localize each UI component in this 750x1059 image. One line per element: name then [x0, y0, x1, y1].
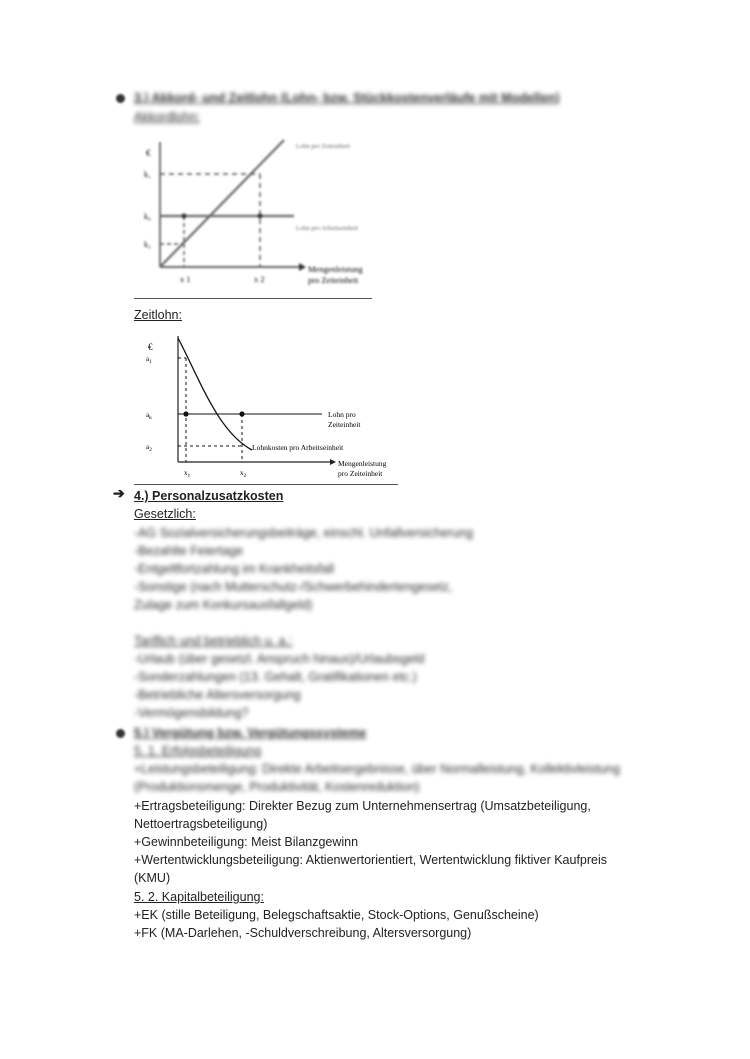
zeitlohn-ytick-top: $a_1$ [146, 355, 152, 365]
section-verguetung-title: 5.) Vergütung bzw. Vergütungssysteme [134, 726, 367, 740]
section-akkord-label: Akkordlohn: [134, 110, 201, 124]
bullet-icon [116, 94, 125, 103]
list-item: -Urlaub (über gesetzl. Anspruch hinaus)/Urlaubsgeld [134, 652, 425, 666]
zeitlohn-ytick-bottom: $a_2$ [146, 443, 152, 453]
gewinn-line: +Gewinnbeteiligung: Meist Bilanzgewinn [134, 835, 359, 849]
fk-line: +FK (MA-Darlehen, -Schuldverschreibung, Altersversorgung) [134, 926, 472, 940]
akkord-ytick-3: k₂ [144, 240, 151, 249]
akkord-xlabel-1: Mengenleistung [308, 264, 363, 274]
akkord-line-label-bottom: Lohn pro Arbeitseinheit [296, 225, 359, 232]
divider [134, 484, 398, 485]
bullet-icon [116, 729, 125, 738]
akkord-y-symbol: € [146, 148, 151, 158]
akkord-xtick-2: x 2 [254, 274, 265, 284]
zeitlohn-xtick-1: $x_1$ [184, 469, 191, 479]
list-item: -Betriebliche Altersversorgung [134, 688, 301, 702]
sub2-label: 5. 2. Kapitalbeteiligung: [134, 890, 264, 904]
zeitlohn-label-lohn-2: Zeiteinheit [328, 420, 361, 429]
sub1-line-2: (Produktionsmenge, Produktivität, Kostenreduktion) [134, 780, 420, 794]
tariflich-label: Tariflich und betrieblich u. a.: [134, 634, 293, 648]
zeitlohn-ytick-mid: $a_k$ [146, 411, 152, 421]
akkord-ytick-2: k₀ [144, 212, 151, 221]
zeitlohn-label-kosten: Lohnkosten pro Arbeitseinheit [252, 443, 344, 452]
list-item: -Entgeltfortzahlung im Krankheitsfall [134, 562, 335, 576]
list-item: -Sonderzahlungen (13. Gehalt, Gratifikationen etc.) [134, 670, 417, 684]
zeitlohn-label-lohn-1: Lohn pro [328, 410, 356, 419]
zeitlohn-xlabel-2: pro Zeiteinheit [338, 469, 383, 478]
akkord-xtick-1: x 1 [180, 274, 191, 284]
list-item: Zulage zum Konkursausfallgeld) [134, 598, 313, 612]
ertrag-line-1: +Ertragsbeteiligung: Direkter Bezug zum Unternehmensertrag (Umsatzbeteiligung, [134, 799, 591, 813]
section-akkord-title: 3.) Akkord- und Zeitlohn (Lohn- bzw. Stückkostenverläufe mit Modellen) [134, 91, 560, 105]
zeitlohn-y-symbol: € [148, 342, 153, 352]
wert-line-2: (KMU) [134, 871, 171, 885]
ertrag-line-2: Nettoertragsbeteiligung) [134, 817, 268, 831]
akkord-xlabel-2: pro Zeiteinheit [308, 275, 359, 285]
ek-line: +EK (stille Beteiligung, Belegschaftsaktie, Stock-Options, Genußscheine) [134, 908, 539, 922]
wert-line-1: +Wertentwicklungsbeteiligung: Aktienwertorientiert, Wertentwicklung fiktiver Kaufpreis [134, 853, 608, 867]
akkord-ytick-1: k₁ [144, 170, 151, 179]
zeitlohn-chart [134, 332, 404, 482]
list-item: -Bezahlte Feiertage [134, 544, 244, 558]
gesetzlich-label: Gesetzlich: [134, 507, 196, 521]
zeitlohn-xtick-2: $x_2$ [240, 469, 247, 479]
list-item: -Vermögensbildung? [134, 706, 249, 720]
section-personal-title: 4.) Personalzusatzkosten [134, 489, 284, 503]
arrow-right-icon: ➔ [113, 485, 125, 501]
akkord-line-label-top: Lohn pro Zeiteinheit [296, 143, 350, 150]
list-item: -Sonstige (nach Mutterschutz-/Schwerbehindertengesetz, [134, 580, 453, 594]
sub1-label: 5. 1. Erfolgsbeteiligung [134, 744, 262, 758]
section-zeitlohn-label: Zeitlohn: [134, 308, 182, 322]
list-item: -AG Sozialversicherungsbeiträge, einschl. Unfallversicherung [134, 526, 474, 540]
sub1-line-1: +Leistungsbeteiligung: Direkte Arbeitsergebnisse, über Normalleistung, Kollektivleistung [134, 762, 621, 776]
divider [134, 298, 372, 299]
akkord-chart [134, 134, 394, 294]
akkord-rising-line [160, 140, 284, 267]
zeitlohn-xlabel-1: Mengenleistung [338, 459, 387, 468]
zeitlohn-cost-curve [178, 338, 252, 450]
